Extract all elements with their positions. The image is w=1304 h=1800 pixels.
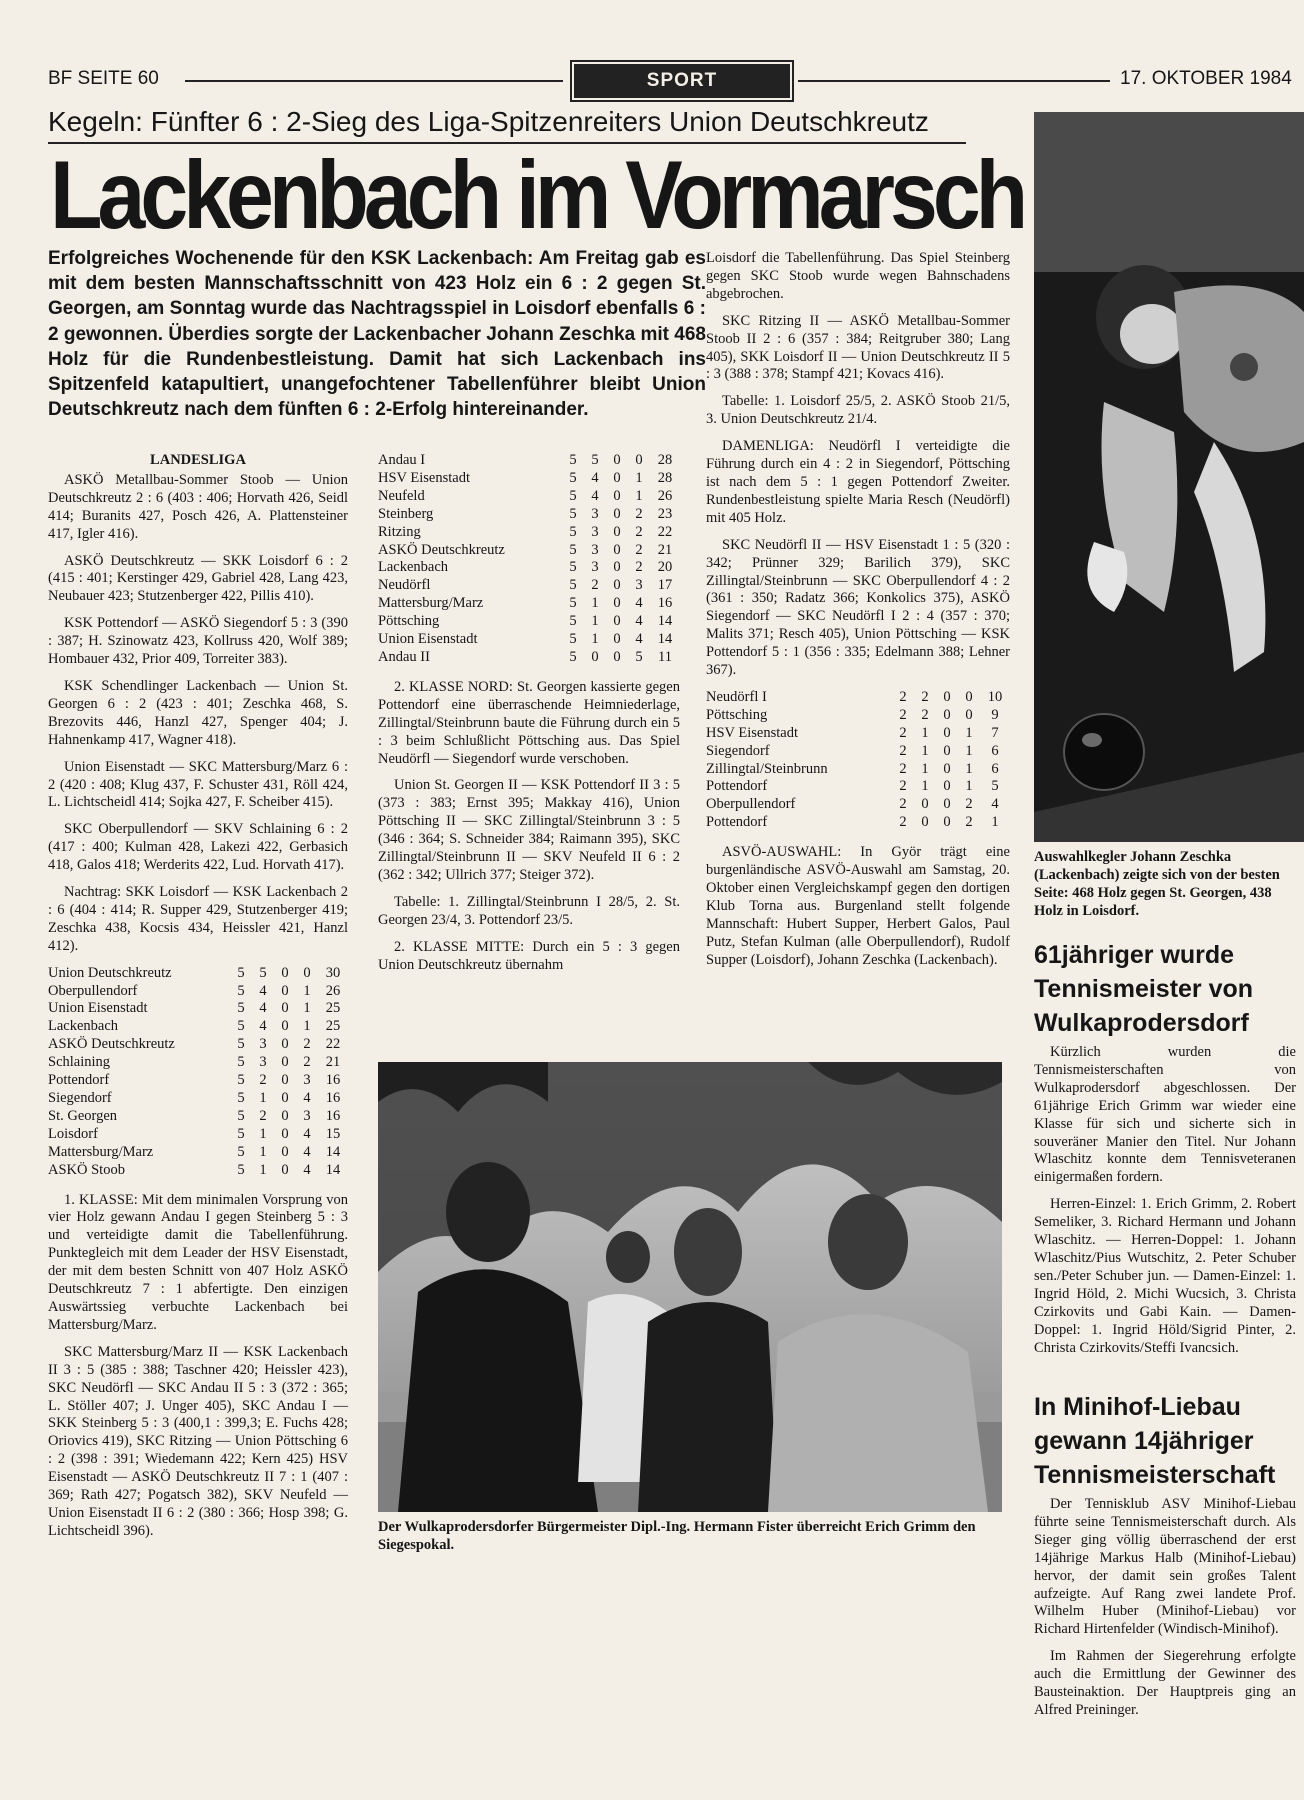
article-kicker: Kegeln: Fünfter 6 : 2-Sieg des Liga-Spitzenreiters Union Deutschkreutz xyxy=(48,106,929,137)
standings-row xyxy=(48,1000,348,1018)
stat-value: 0 xyxy=(281,1161,289,1178)
stat-value: 17 xyxy=(657,577,673,594)
stat-value: 23 xyxy=(657,505,673,522)
stat-value: 6 xyxy=(991,760,999,777)
result-paragraph: ASKÖ Deutschkreutz — SKK Loisdorf 6 : 2 (415 : 401; Kerstinger 429, Gabriel 428, Lang 423, Neubauer 423; Stutzenberger 422, Pillis 410). xyxy=(48,552,348,605)
stat-value: 9 xyxy=(991,706,999,723)
team-name: Andau II xyxy=(378,648,430,665)
stat-value: 2 xyxy=(303,1054,311,1071)
stat-value: 1 xyxy=(591,613,599,630)
team-name: Oberpullendorf xyxy=(48,982,138,999)
league-heading: LANDESLIGA xyxy=(150,452,246,468)
stat-value: 5 xyxy=(237,1090,245,1106)
stat-value: 2 xyxy=(259,1072,267,1089)
stat-value: 4 xyxy=(259,982,267,999)
stat-value: 3 xyxy=(591,523,599,540)
stat-value: 25 xyxy=(325,1000,341,1017)
stat-value: 7 xyxy=(991,724,999,741)
stat-value: 0 xyxy=(281,1125,289,1142)
standings-row xyxy=(378,524,680,542)
team-name: Steinberg xyxy=(378,505,434,522)
stat-value: 0 xyxy=(281,1036,289,1053)
team-name: St. Georgen xyxy=(48,1107,118,1124)
stat-value: 0 xyxy=(921,814,929,831)
stat-value: 2 xyxy=(899,706,907,723)
issue-date: 17. OKTOBER 1984 xyxy=(1120,68,1292,89)
standings-table-klasse1 xyxy=(378,452,680,667)
standings-row xyxy=(706,796,1010,814)
result-paragraph: 2. KLASSE MITTE: Durch ein 5 : 3 gegen Union Deutschkreutz übernahm xyxy=(378,938,680,973)
stat-value: 0 xyxy=(635,452,643,468)
stat-value: 3 xyxy=(591,541,599,558)
story2-headline: 61jähriger wurde Tennismeister von Wulkaprodersdorf xyxy=(1034,941,1254,1037)
team-name: Andau I xyxy=(378,452,426,468)
award-photo-caption: Der Wulkaprodersdorfer Bürgermeister Dipl.-Ing. Hermann Fister überreicht Erich Grimm den Siegespokal. xyxy=(378,1519,976,1553)
stat-value: 0 xyxy=(613,541,621,558)
stat-value: 0 xyxy=(281,1072,289,1089)
stat-value: 14 xyxy=(657,631,673,648)
standings-row xyxy=(48,1162,348,1180)
stat-value: 4 xyxy=(635,595,643,612)
team-name: Lackenbach xyxy=(48,1018,119,1035)
stat-value: 14 xyxy=(657,613,673,630)
article-headline: Lackenbach im Vormarsch xyxy=(50,142,1024,250)
stat-value: 0 xyxy=(943,706,951,723)
award-photo-image xyxy=(378,1062,1002,1512)
standings-row xyxy=(48,1126,348,1144)
team-name: ASKÖ Deutschkreutz xyxy=(48,1036,175,1053)
standings-row xyxy=(706,743,1010,761)
stat-value: 1 xyxy=(921,742,929,759)
stat-value: 0 xyxy=(281,1054,289,1071)
stat-value: 5 xyxy=(237,1018,245,1035)
stat-value: 2 xyxy=(635,559,643,576)
stat-value: 5 xyxy=(259,964,267,981)
stat-value: 2 xyxy=(965,796,973,813)
stat-value: 1 xyxy=(259,1161,267,1178)
team-name: Neudörfl I xyxy=(706,688,767,705)
standings-row xyxy=(706,725,1010,743)
stat-value: 0 xyxy=(613,505,621,522)
stat-value: 0 xyxy=(613,577,621,594)
stat-value: 5 xyxy=(237,1161,245,1178)
stat-value: 1 xyxy=(921,724,929,741)
team-name: Mattersburg/Marz xyxy=(378,595,484,612)
stat-value: 5 xyxy=(237,982,245,999)
stat-value: 0 xyxy=(943,814,951,831)
stat-value: 5 xyxy=(569,613,577,630)
result-paragraph: ASVÖ-AUSWAHL: In Györ trägt eine burgenländische ASVÖ-Auswahl am Samstag, 20. Oktober einen Vergleichskampf gegen den dortigen Klub Torna aus. Burgenland stellt folgende Mannschaft: Hubert Supper, Herbert Galos, Paul Putz, Stefan Kulman (alle Oberpullendorf), Rudolf Supper (Loisdorf), Johann Zeschka (Lackenbach). xyxy=(706,844,1010,968)
stat-value: 6 xyxy=(991,742,999,759)
team-name: Mattersburg/Marz xyxy=(48,1143,154,1160)
stat-value: 4 xyxy=(259,1018,267,1035)
stat-value: 5 xyxy=(569,541,577,558)
stat-value: 5 xyxy=(569,469,577,486)
stat-value: 5 xyxy=(635,648,643,665)
result-paragraph: Tabelle: 1. Zillingtal/Steinbrunn I 28/5, 2. St. Georgen 23/4, 3. Pottendorf 23/5. xyxy=(378,893,680,928)
stat-value: 26 xyxy=(657,487,673,504)
stat-value: 0 xyxy=(943,742,951,759)
standings-row xyxy=(48,1036,348,1054)
stat-value: 0 xyxy=(943,760,951,777)
standings-row xyxy=(378,559,680,577)
stat-value: 0 xyxy=(613,452,621,468)
stat-value: 0 xyxy=(281,1090,289,1106)
stat-value: 28 xyxy=(657,452,673,468)
story2-paragraph: Kürzlich wurden die Tennismeisterschaften von Wulkaprodersdorf abgeschlossen. Der 61jährige Erich Grimm war wieder eine Klasse für sich und sicherte sich in souveräner Manier den Titel. Nur Johann Wlaschitz konnte dem Tennisveteranen einigermaßen fordern. xyxy=(1034,1044,1296,1186)
stat-value: 2 xyxy=(303,1036,311,1053)
stat-value: 0 xyxy=(921,796,929,813)
standings-row xyxy=(706,707,1010,725)
stat-value: 2 xyxy=(899,724,907,741)
stat-value: 0 xyxy=(613,523,621,540)
stat-value: 15 xyxy=(325,1125,341,1142)
stat-value: 1 xyxy=(635,487,643,504)
standings-row xyxy=(378,506,680,524)
bowler-photo-image xyxy=(1034,112,1304,842)
stat-value: 0 xyxy=(591,648,599,665)
stat-value: 4 xyxy=(303,1161,311,1178)
stat-value: 21 xyxy=(325,1054,341,1071)
stat-value: 5 xyxy=(569,631,577,648)
team-name: Lackenbach xyxy=(378,559,449,576)
stat-value: 1 xyxy=(965,760,973,777)
stat-value: 0 xyxy=(943,778,951,795)
team-name: ASKÖ Deutschkreutz xyxy=(378,541,505,558)
standings-row xyxy=(706,814,1010,832)
team-name: Pöttsching xyxy=(378,613,440,630)
team-name: Union Eisenstadt xyxy=(48,1000,148,1017)
article-lead: Erfolgreiches Wochenende für den KSK Lackenbach: Am Freitag gab es mit dem besten Mannschaftsschnitt von 423 Holz ein 6 : 2 gegen St. Georgen, am Sonntag wurde das Nachtragsspiel in Loisdorf ebenfalls 6 : 2 gewonnen. Überdies sorgte der Lackenbacher Johann Zeschka mit 468 Holz für die Rundenbestleistung. Damit hat sich Lackenbach ins Spitzenfeld katapultiert, unangefochtener Tabellenführer bleibt Union Deutschkreutz nach dem fünften 6 : 2-Erfolg hintereinander. xyxy=(48,248,706,421)
team-name: Neudörfl xyxy=(378,577,431,594)
stat-value: 2 xyxy=(899,688,907,705)
stat-value: 0 xyxy=(281,964,289,981)
stat-value: 1 xyxy=(921,778,929,795)
team-name: Union Deutschkreutz xyxy=(48,964,172,981)
stat-value: 5 xyxy=(569,452,577,468)
stat-value: 5 xyxy=(237,1143,245,1160)
stat-value: 2 xyxy=(899,796,907,813)
standings-row xyxy=(48,1054,348,1072)
standings-row xyxy=(378,631,680,649)
standings-row xyxy=(48,1018,348,1036)
stat-value: 1 xyxy=(259,1090,267,1106)
team-name: Oberpullendorf xyxy=(706,796,796,813)
team-name: Neufeld xyxy=(378,487,425,504)
stat-value: 4 xyxy=(635,613,643,630)
stat-value: 3 xyxy=(303,1107,311,1124)
stat-value: 30 xyxy=(325,964,341,981)
standings-row xyxy=(48,1108,348,1126)
stat-value: 5 xyxy=(237,1107,245,1124)
stat-value: 3 xyxy=(259,1036,267,1053)
result-paragraph: Loisdorf die Tabellenführung. Das Spiel Steinberg gegen SKC Stoob wurde wegen Bahnschadens abgebrochen. xyxy=(706,250,1010,302)
stat-value: 0 xyxy=(281,1018,289,1035)
stat-value: 0 xyxy=(613,595,621,612)
stat-value: 22 xyxy=(325,1036,341,1053)
story3-paragraph: Der Tennisklub ASV Minihof-Liebau führte seine Tennismeisterschaft durch. Als Sieger ging völlig überraschend der erst 14jährige Markus Halb (Minihof-Liebau) hervor, der damit sein großes Talent aufzeigte. Auf Rang zwei landete Prof. Wilhelm Huber (Minihof-Liebau) vor Richard Hirtenfelder (Windisch-Minihof). xyxy=(1034,1496,1296,1638)
stat-value: 3 xyxy=(591,559,599,576)
result-paragraph: 2. KLASSE NORD: St. Georgen kassierte gegen Pottendorf eine überraschende Heimniederlage, Zillingtal/Steinbrunn baute die Führung durch ein 5 : 3 beim Schlußlicht Pöttsching aus. Das Spiel Neudörfl — Siegendorf wurde verschoben. xyxy=(378,678,680,767)
story3-paragraph: Im Rahmen der Siegerehrung erfolgte auch die Ermittlung der Gewinner des Bausteinaktion. Der Hauptpreis ging an Alfred Preininger. xyxy=(1034,1648,1296,1718)
standings-row xyxy=(378,595,680,613)
result-paragraph: SKC Neudörfl II — HSV Eisenstadt 1 : 5 (320 : 342; Prünner 329; Barilich 379), SKC Zillingtal/Steinbrunn — SKC Oberpullendorf 4 : 2 (361 : 350; Radatz 366; Konkolics 375), ASKÖ Siegendorf — SKC Neudörfl I 2 : 4 (357 : 370; Malits 371; Resch 405), Union Pöttsching — KSK Pottendorf 5 : 1 (356 : 335; Edelmann 388; Lehner 367). xyxy=(706,536,1010,679)
team-name: HSV Eisenstadt xyxy=(706,724,798,741)
stat-value: 14 xyxy=(325,1143,341,1160)
team-name: Ritzing xyxy=(378,523,421,540)
stat-value: 22 xyxy=(657,523,673,540)
stat-value: 4 xyxy=(259,1000,267,1017)
stat-value: 0 xyxy=(613,648,621,665)
standings-row xyxy=(706,778,1010,796)
team-name: Zillingtal/Steinbrunn xyxy=(706,760,828,777)
standings-row xyxy=(48,1072,348,1090)
stat-value: 2 xyxy=(899,814,907,831)
bowler-photo xyxy=(1034,112,1304,842)
story3-body xyxy=(1034,1496,1296,1729)
stat-value: 1 xyxy=(965,742,973,759)
stat-value: 4 xyxy=(591,469,599,486)
stat-value: 1 xyxy=(591,631,599,648)
team-name: Siegendorf xyxy=(706,742,770,759)
column-2 xyxy=(378,452,680,983)
stat-value: 5 xyxy=(569,559,577,576)
result-paragraph: SKC Oberpullendorf — SKV Schlaining 6 : 2 (417 : 400; Kulman 428, Lakezi 422, Gerbasich 418, Galos 418; Werderits 422, Lud. Horvath 417). xyxy=(48,821,348,874)
stat-value: 5 xyxy=(237,1072,245,1089)
stat-value: 2 xyxy=(635,505,643,522)
section-label: SPORT xyxy=(574,64,790,98)
story2-paragraph: Herren-Einzel: 1. Erich Grimm, 2. Robert Semeliker, 3. Richard Hermann und Johann Wlaschitz. — Herren-Doppel: 1. Johann Wlaschitz/Pius Wutschitz, 2. Peter Schuber sen./Peter Schuber jun. — Damen-Einzel: 1. Ingrid Höld, 2. Michi Wucsich, 3. Christa Czirkovits und Gabi Kain. — Damen-Doppel: 1. Ingrid Höld/Sigrid Pinter, 2. Christa Czirkovits/Steffi Ivancsich. xyxy=(1034,1196,1296,1356)
stat-value: 14 xyxy=(325,1161,341,1178)
standings-row xyxy=(48,1090,348,1108)
stat-value: 1 xyxy=(965,724,973,741)
stat-value: 28 xyxy=(657,469,673,486)
stat-value: 2 xyxy=(899,778,907,795)
stat-value: 2 xyxy=(965,814,973,831)
stat-value: 0 xyxy=(281,1143,289,1160)
column-1 xyxy=(48,452,348,1550)
standings-table-landesliga xyxy=(48,965,348,1180)
stat-value: 1 xyxy=(991,814,999,831)
stat-value: 1 xyxy=(303,1000,311,1017)
result-paragraph: KSK Pottendorf — ASKÖ Siegendorf 5 : 3 (390 : 387; H. Szinowatz 423, Kollruss 420, Wolf 389; Hombauer 432, Prior 409, Torreiter 383). xyxy=(48,615,348,668)
result-paragraph: Tabelle: 1. Loisdorf 25/5, 2. ASKÖ Stoob 21/5, 3. Union Deutschkreutz 21/4. xyxy=(706,393,1010,428)
result-paragraph: Union Eisenstadt — SKC Mattersburg/Marz 6 : 2 (420 : 408; Klug 437, F. Schuster 431, Röll 424, L. Lichtscheidl 414; Sojka 427, F. Scheiber 415). xyxy=(48,758,348,811)
stat-value: 2 xyxy=(921,688,929,705)
stat-value: 0 xyxy=(613,469,621,486)
stat-value: 0 xyxy=(281,1107,289,1124)
result-paragraph: Nachtrag: SKK Loisdorf — KSK Lackenbach 2 : 6 (404 : 414; R. Supper 429, Stutzenberger 419; Zeschka 438, Kocsis 434, Heissler 421, Hanzl 412). xyxy=(48,884,348,954)
result-paragraph: DAMENLIGA: Neudörfl I verteidigte die Führung durch ein 4 : 2 in Siegendorf, Pöttsching ist nach dem 5 : 1 gegen Pottendorf Zweiter. Rundenbestleistung spielte Maria Resch (Neudörfl) mit 405 Holz. xyxy=(706,438,1010,526)
result-paragraph: ASKÖ Metallbau-Sommer Stoob — Union Deutschkreutz 2 : 6 (403 : 406; Horvath 426, Seidl 414; Buranits 427, Posch 426, A. Plattensteiner 417, Igler 416). xyxy=(48,471,348,542)
stat-value: 5 xyxy=(591,452,599,468)
standings-row xyxy=(378,488,680,506)
standings-row xyxy=(378,613,680,631)
stat-value: 21 xyxy=(657,541,673,558)
stat-value: 2 xyxy=(635,523,643,540)
stat-value: 16 xyxy=(657,595,673,612)
stat-value: 2 xyxy=(591,577,599,594)
standings-row xyxy=(378,577,680,595)
team-name: Siegendorf xyxy=(48,1090,112,1106)
team-name: Pottendorf xyxy=(48,1072,110,1089)
header-rule-right xyxy=(798,80,1110,82)
stat-value: 0 xyxy=(943,688,951,705)
stat-value: 5 xyxy=(569,577,577,594)
stat-value: 5 xyxy=(991,778,999,795)
stat-value: 5 xyxy=(237,1054,245,1071)
stat-value: 0 xyxy=(965,688,973,705)
stat-value: 4 xyxy=(635,631,643,648)
standings-table-damen xyxy=(706,689,1010,832)
standings-row xyxy=(378,542,680,560)
stat-value: 0 xyxy=(281,1000,289,1017)
column-3 xyxy=(706,250,1010,979)
standings-row xyxy=(48,965,348,983)
stat-value: 3 xyxy=(259,1054,267,1071)
stat-value: 0 xyxy=(613,559,621,576)
stat-value: 3 xyxy=(303,1072,311,1089)
stat-value: 0 xyxy=(613,613,621,630)
stat-value: 1 xyxy=(591,595,599,612)
stat-value: 5 xyxy=(569,523,577,540)
result-paragraph: Union St. Georgen II — KSK Pottendorf II 3 : 5 (373 : 383; Ernst 395; Makkay 416), Union Pöttsching II — SKC Zillingtal/Steinbrunn 3 : 5 (346 : 364; S. Schneider 384; Raimann 395), SKC Zillingtal/Steinbrunn II — SKV Neufeld II 6 : 2 (362 : 342; Ullrich 377; Steiger 372). xyxy=(378,777,680,883)
team-name: Schlaining xyxy=(48,1054,111,1071)
standings-row xyxy=(48,983,348,1001)
stat-value: 16 xyxy=(325,1090,341,1106)
stat-value: 0 xyxy=(965,706,973,723)
stat-value: 26 xyxy=(325,982,341,999)
stat-value: 0 xyxy=(943,796,951,813)
stat-value: 10 xyxy=(987,688,1003,705)
stat-value: 0 xyxy=(613,487,621,504)
result-paragraph: SKC Mattersburg/Marz II — KSK Lackenbach II 3 : 5 (385 : 388; Taschner 420; Heissler 423), SKC Neudörfl — SKC Andau II 5 : 3 (372 : 365; L. Stöller 407; J. Unger 405), SKC Andau I — SKK Steinberg 5 : 3 (400,1 : 399,3; E. Fuchs 428; Oriovics 419), SKC Ritzing — Union Pöttsching 6 : 2 (398 : 391; Wiedemann 422; Kern 425) HSV Eisenstadt — ASKÖ Deutschkreutz II 7 : 1 (407 : 369; Rath 427; Pogatsch 382), SKV Neufeld — Union Eisenstadt II 6 : 2 (380 : 366; Hosp 398; G. Lichtscheidl 396). xyxy=(48,1343,348,1539)
stat-value: 4 xyxy=(303,1125,311,1142)
stat-value: 5 xyxy=(569,595,577,612)
team-name: Pöttsching xyxy=(706,706,768,723)
stat-value: 2 xyxy=(635,541,643,558)
stat-value: 4 xyxy=(991,796,999,813)
stat-value: 4 xyxy=(591,487,599,504)
stat-value: 5 xyxy=(569,648,577,665)
result-paragraph: SKC Ritzing II — ASKÖ Metallbau-Sommer Stoob II 2 : 6 (357 : 384; Reitgruber 380; Lang 405), SKK Loisdorf II — Union Deutschkreutz II 5 : 3 (388 : 378; Stampf 421; Kovacs 416). xyxy=(706,312,1010,383)
stat-value: 5 xyxy=(237,964,245,981)
stat-value: 1 xyxy=(921,760,929,777)
stat-value: 0 xyxy=(613,631,621,648)
stat-value: 1 xyxy=(259,1125,267,1142)
stat-value: 11 xyxy=(658,648,672,665)
stat-value: 1 xyxy=(635,469,643,486)
header-rule-left xyxy=(185,80,563,82)
result-paragraph: KSK Schendlinger Lackenbach — Union St. Georgen 6 : 2 (423 : 401; Zeschka 468, S. Brezovits 446, Hanzl 427, Spenger 404; J. Hahnenkamp 417, Wagner 418). xyxy=(48,677,348,748)
stat-value: 16 xyxy=(325,1072,341,1089)
stat-value: 2 xyxy=(899,742,907,759)
team-name: Loisdorf xyxy=(48,1125,98,1142)
stat-value: 2 xyxy=(259,1107,267,1124)
stat-value: 3 xyxy=(635,577,643,594)
stat-value: 16 xyxy=(325,1107,341,1124)
stat-value: 20 xyxy=(657,559,673,576)
stat-value: 1 xyxy=(303,982,311,999)
standings-row xyxy=(378,452,680,470)
stat-value: 5 xyxy=(237,1000,245,1017)
result-paragraph: 1. KLASSE: Mit dem minimalen Vorsprung von vier Holz gewann Andau I gegen Steinberg 5 : 3 und verteidigte damit die Tabellenführung. Punktegleich mit dem Leader der HSV Eisenstadt, der mit dem besten Schnitt von 407 Holz ASKÖ Deutschkreutz 7 : 1 abfertigte. Den einzigen Auswärtssieg verbuchte Lackenbach bei Mattersburg/Marz. xyxy=(48,1191,348,1333)
stat-value: 1 xyxy=(303,1018,311,1035)
team-name: Pottendorf xyxy=(706,814,768,831)
team-name: Pottendorf xyxy=(706,778,768,795)
stat-value: 0 xyxy=(943,724,951,741)
stat-value: 4 xyxy=(303,1090,311,1106)
stat-value: 5 xyxy=(569,487,577,504)
page-number: BF SEITE 60 xyxy=(48,68,159,89)
standings-row xyxy=(378,649,680,667)
bowler-photo-caption: Auswahlkegler Johann Zeschka (Lackenbach) zeigte sich von der besten Seite: 468 Holz gegen St. Georgen, 438 Holz in Loisdorf. xyxy=(1034,849,1280,919)
stat-value: 3 xyxy=(591,505,599,522)
team-name: ASKÖ Stoob xyxy=(48,1161,125,1178)
standings-row xyxy=(706,761,1010,779)
stat-value: 0 xyxy=(281,982,289,999)
team-name: HSV Eisenstadt xyxy=(378,469,470,486)
story3-headline: In Minihof-Liebau gewann 14jähriger Tennismeisterschaft xyxy=(1034,1393,1276,1489)
stat-value: 2 xyxy=(921,706,929,723)
standings-row xyxy=(378,470,680,488)
stat-value: 5 xyxy=(237,1125,245,1142)
stat-value: 1 xyxy=(259,1143,267,1160)
team-name: Union Eisenstadt xyxy=(378,631,478,648)
standings-row xyxy=(706,689,1010,707)
stat-value: 4 xyxy=(303,1143,311,1160)
stat-value: 1 xyxy=(965,778,973,795)
story2-body xyxy=(1034,1044,1296,1366)
standings-row xyxy=(48,1144,348,1162)
stat-value: 25 xyxy=(325,1018,341,1035)
stat-value: 0 xyxy=(303,964,311,981)
stat-value: 2 xyxy=(899,760,907,777)
stat-value: 5 xyxy=(569,505,577,522)
stat-value: 5 xyxy=(237,1036,245,1053)
award-photo xyxy=(378,1062,1002,1512)
